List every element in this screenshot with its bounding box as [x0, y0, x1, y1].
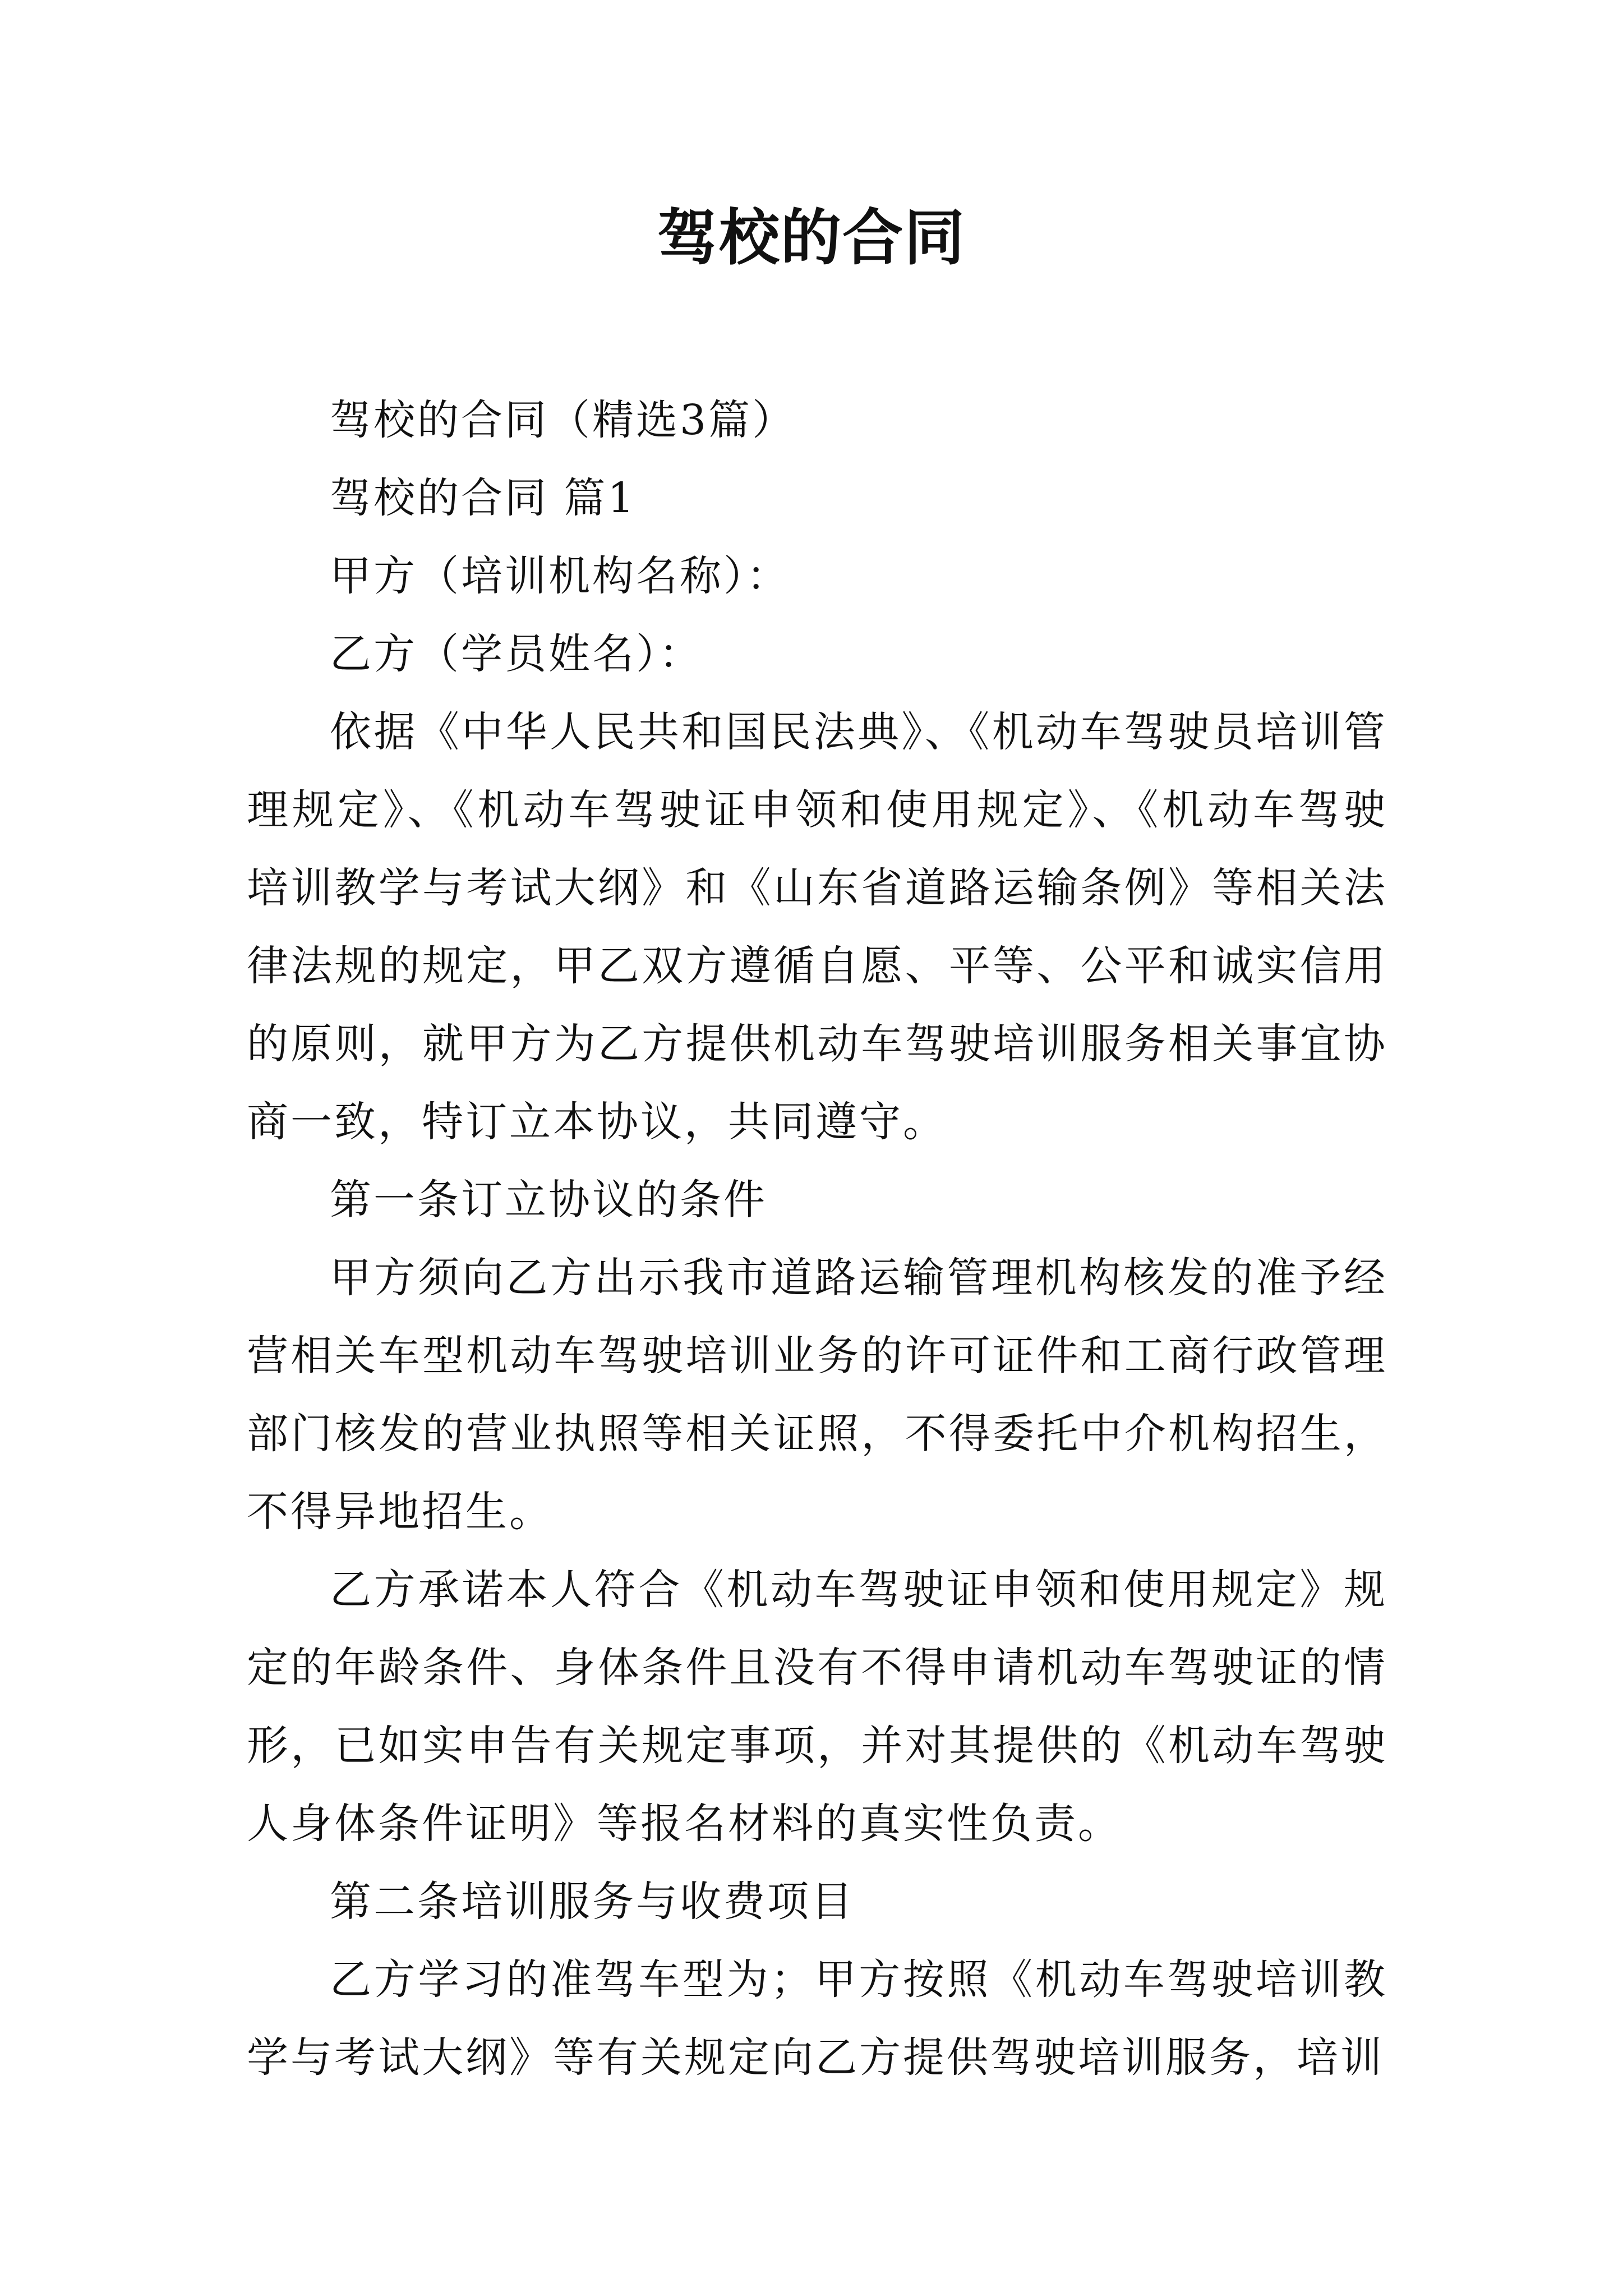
paragraph-section-heading: 驾校的合同 篇1	[330, 474, 637, 522]
document-title: 驾校的合同	[657, 203, 966, 273]
paragraph-subtitle: 驾校的合同（精选3篇）	[330, 396, 796, 444]
paragraph-party-a: 甲方（培训机构名称）：	[330, 552, 790, 600]
paragraph-party-b: 乙方（学员姓名）：	[330, 630, 703, 678]
document-body	[247, 381, 1387, 2097]
paragraph-preamble: 依据《中华人民共和国民法典》、《机动车驾驶员培训管理规定》、《机动车驾驶证申领和使用规定》、《机动车驾驶培训教学与考试大纲》和《山东省道路运输条例》等相关法律法规的规定，甲乙双方遵循自愿、平等、公平和诚实信用的原则，就甲方为乙方提供机动车驾驶培训服务相关事宜协商一致，特订立本协议，共同遵守。	[247, 708, 1387, 1146]
paragraph-article-1-party-b: 乙方承诺本人符合《机动车驾驶证申领和使用规定》规定的年龄条件、身体条件且没有不得申请机动车驾驶证的情形，已如实申告有关规定事项，并对其提供的《机动车驾驶人身体条件证明》等报名材料的真实性负责。	[247, 1566, 1387, 1848]
paragraph-article-1-heading: 第一条订立协议的条件	[330, 1176, 767, 1224]
paragraph-article-1-party-a: 甲方须向乙方出示我市道路运输管理机构核发的准予经营相关车型机动车驾驶培训业务的许可证件和工商行政管理部门核发的营业执照等相关证照，不得委托中介机构招生，不得异地招生。	[247, 1254, 1387, 1536]
paragraph-article-2-heading: 第二条培训服务与收费项目	[330, 1878, 855, 1926]
paragraph-article-2-body: 乙方学习的准驾车型为；甲方按照《机动车驾驶培训教学与考试大纲》等有关规定向乙方提供驾驶培训服务，培训	[247, 1955, 1387, 2082]
